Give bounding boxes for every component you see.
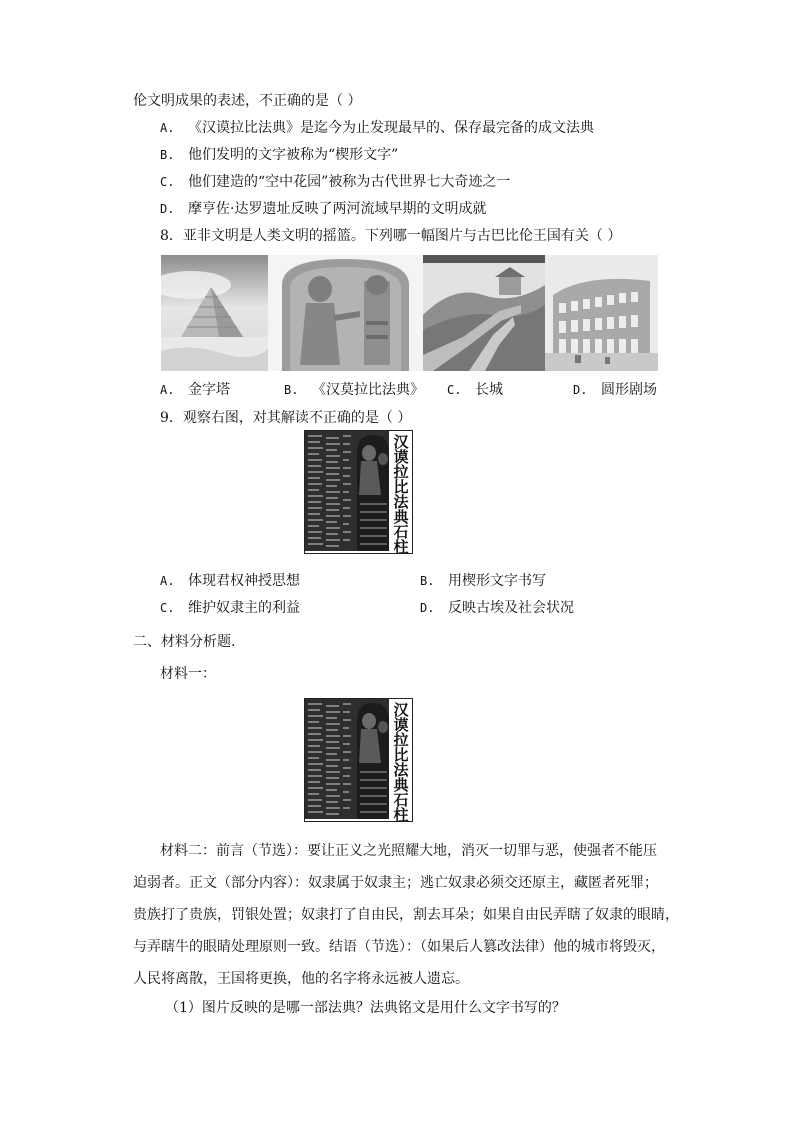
pyramid-photo bbox=[161, 255, 268, 371]
stele-caption-1: 汉 谟 拉 比 法 典 石 柱 bbox=[393, 433, 409, 556]
material1-label: 材料一： bbox=[160, 666, 216, 682]
q7-option-b: B. 他们发明的文字被称为“楔形文字” bbox=[160, 147, 399, 163]
great-wall-photo bbox=[423, 255, 545, 371]
hammurabi-stele-figure-1 bbox=[304, 430, 413, 554]
question-1: （1）图片反映的是哪一部法典？法典铭文是用什么文字书写的？ bbox=[165, 1000, 566, 1016]
q9-option-d: D. 反映古埃及社会状况 bbox=[420, 600, 574, 616]
q9-stem: 9．观察右图，对其解读不正确的是（ ） bbox=[160, 410, 412, 426]
material2-line-4: 与弄瞎牛的眼睛处理原则一致。结语（节选）：（如果后人篡改法律）他的城市将毁灭， bbox=[133, 939, 665, 955]
material2-line-2: 迫弱者。正文（部分内容）：奴隶属于奴隶主；逃亡奴隶必须交还原主，藏匿者死罪； bbox=[133, 875, 658, 891]
q8-stem: 8．亚非文明是人类文明的摇篮。下列哪一幅图片与古巴比伦王国有关（ ） bbox=[160, 228, 622, 244]
q7-stem-tail: 伦文明成果的表述，不正确的是（ ） bbox=[133, 93, 362, 109]
material2-line-1: 材料二：前言（节选）：要让正义之光照耀大地，消灭一切罪与恶，使强者不能压 bbox=[160, 843, 657, 859]
hammurabi-relief-photo bbox=[268, 255, 423, 371]
q7-option-a: A. 《汉谟拉比法典》是迄今为止发现最早的、保存最完备的成文法典 bbox=[160, 120, 594, 136]
stele-caption-2: 汉 谟 拉 比 法 典 石 柱 bbox=[393, 701, 409, 824]
material2-line-5: 人民将离散，王国将更换，他的名字将永远被人遗忘。 bbox=[133, 971, 469, 987]
hammurabi-stele-figure-2 bbox=[304, 698, 413, 822]
section-heading: 二、材料分析题. bbox=[133, 634, 236, 650]
q9-option-b: B. 用楔形文字书写 bbox=[420, 573, 546, 589]
q9-option-a: A. 体现君权神授思想 bbox=[160, 573, 300, 589]
q7-option-c: C. 他们建造的“空中花园”被称为古代世界七大奇迹之一 bbox=[160, 174, 511, 190]
q7-option-d: D. 摩亨佐·达罗遗址反映了两河流域早期的文明成就 bbox=[160, 201, 487, 217]
material2-line-3: 贵族打了贵族，罚银处置；奴隶打了自由民，割去耳朵；如果自由民弄瞎了奴隶的眼睛， bbox=[133, 907, 679, 923]
q9-option-c: C. 维护奴隶主的利益 bbox=[160, 600, 300, 616]
colosseum-photo bbox=[545, 255, 658, 371]
